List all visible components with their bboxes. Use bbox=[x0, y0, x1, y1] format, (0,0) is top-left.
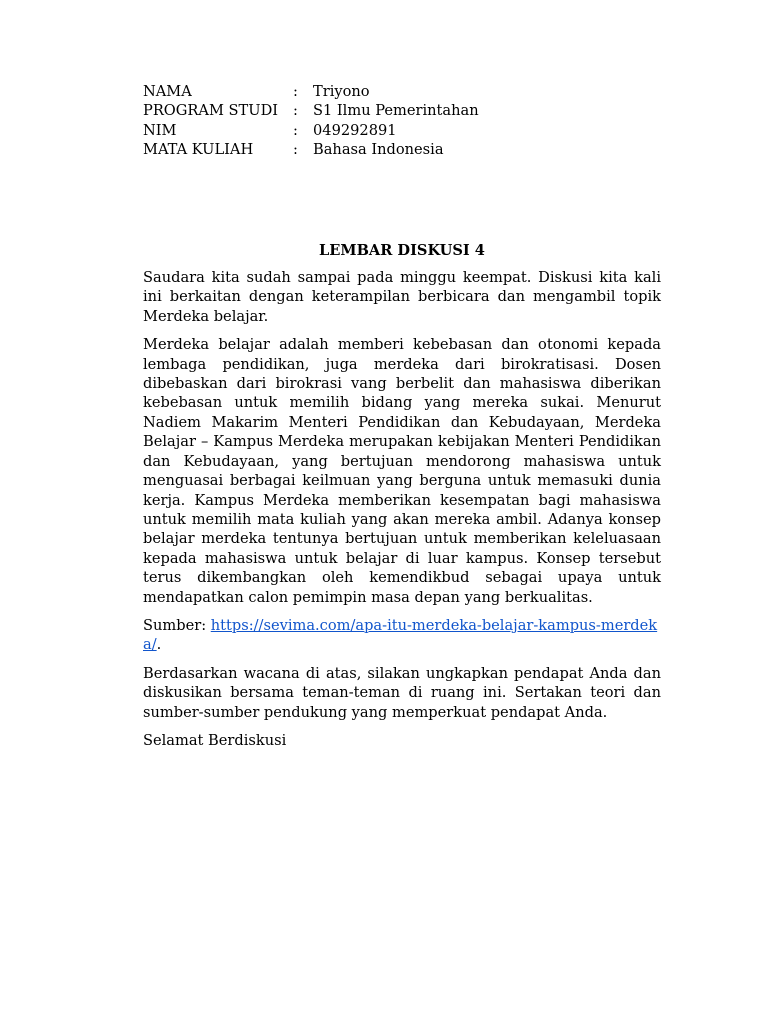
info-label: NIM bbox=[143, 121, 177, 139]
closing-text: Selamat Berdiskusi bbox=[143, 731, 287, 749]
info-separator: : bbox=[293, 121, 298, 139]
info-row-nama bbox=[143, 82, 479, 101]
task-paragraph: Berdasarkan wacana di atas, silakan ungkapkan pendapat Anda dan diskusikan bersama teman-teman di ruang ini. Sertakan teori dan sumber-sumber pendukung yang memperkuat pendapat Anda. bbox=[143, 664, 661, 721]
info-separator: : bbox=[293, 102, 298, 120]
info-row-nim bbox=[143, 121, 479, 140]
document-title: LEMBAR DISKUSI 4 bbox=[319, 241, 485, 259]
info-value: 049292891 bbox=[313, 121, 397, 139]
info-value: S1 Ilmu Pemerintahan bbox=[313, 102, 479, 120]
info-separator: : bbox=[293, 141, 298, 159]
source-end: . bbox=[156, 636, 162, 654]
document-body bbox=[143, 82, 661, 759]
body-paragraph: Merdeka belajar adalah memberi kebebasan dan otonomi kepada lembaga pendidikan, juga merdeka dari birokratisasi. Dosen dibebaskan dari birokrasi vang berbelit dan mahasiswa diberikan kebebasan untuk memilih bidang yang mereka sukai. Menurut Nadiem Makarim Menteri Pendidikan dan Kebudayaan, Merdeka Belajar – Kampus Merdeka merupakan kebijakan Menteri Pendidikan dan Kebudayaan, yang bertujuan mendorong mahasiswa untuk menguasai berbagai keilmuan yang berguna untuk memasuki dunia kerja. Kampus Merdeka memberikan kesempatan bagi mahasiswa untuk memilih mata kuliah yang akan mereka ambil. Adanya konsep belajar merdeka tentunya bertujuan untuk memberikan keleluasaan kepada mahasiswa untuk belajar di luar kampus. Konsep tersebut terus dikembangkan oleh kemendikbud sebagai upaya untuk mendapatkan calon pemimpin masa depan yang berkualitas. bbox=[143, 336, 661, 606]
info-row-mata-kuliah bbox=[143, 140, 479, 159]
student-info-table bbox=[143, 82, 479, 160]
info-value: Bahasa Indonesia bbox=[313, 141, 444, 159]
info-row-program-studi bbox=[143, 101, 479, 120]
intro-paragraph: Saudara kita sudah sampai pada minggu keempat. Diskusi kita kali ini berkaitan dengan keterampilan berbicara dan mengambil topik Merdeka belajar. bbox=[143, 269, 661, 325]
info-separator: : bbox=[293, 83, 298, 100]
source-label: Sumber: bbox=[143, 616, 211, 634]
info-value: Triyono bbox=[313, 83, 370, 100]
source-link[interactable]: https://sevima.com/apa-itu-merdeka-belajar-kampus-merdeka/ bbox=[143, 616, 658, 654]
info-label: NAMA bbox=[143, 83, 192, 100]
info-label: MATA KULIAH bbox=[143, 141, 254, 159]
source-paragraph bbox=[143, 616, 661, 655]
info-label: PROGRAM STUDI bbox=[143, 102, 279, 120]
